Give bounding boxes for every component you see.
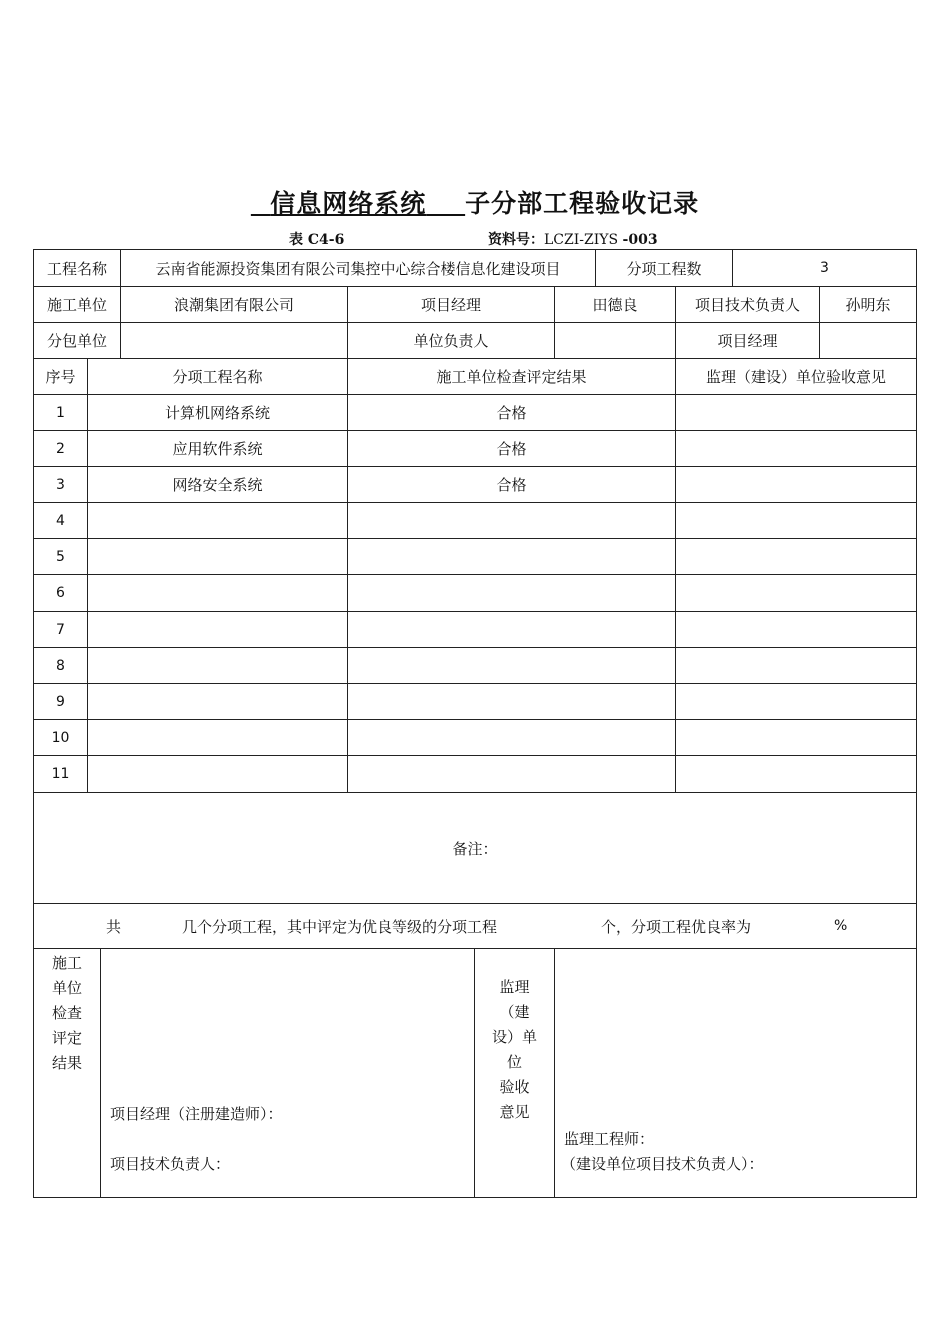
summary-part4: % [834, 918, 848, 934]
row-seq: 10 [33, 719, 88, 756]
remarks-box [33, 792, 917, 904]
row-seq: 8 [33, 647, 88, 684]
pm-signature-label: 项目经理（注册建造师）： [110, 1105, 283, 1123]
row-opinion [675, 611, 917, 648]
row-opinion [675, 719, 917, 756]
project-manager-label: 项目经理 [347, 286, 555, 323]
row-name [87, 683, 348, 720]
page-title [0, 184, 950, 220]
row-opinion [675, 647, 917, 684]
row-opinion [675, 394, 917, 431]
row-opinion [675, 430, 917, 467]
contractor-label: 施工单位 [33, 286, 121, 323]
row-seq: 9 [33, 683, 88, 720]
tech-lead-value: 孙明东 [819, 286, 917, 323]
unit-head-label: 单位负责人 [347, 322, 555, 359]
header-seq: 序号 [33, 358, 88, 395]
row-name: 网络安全系统 [87, 466, 348, 503]
project-name-label: 工程名称 [33, 249, 121, 287]
project-manager-value: 田德良 [554, 286, 676, 323]
row-name [87, 538, 348, 575]
item-count-label: 分项工程数 [595, 249, 733, 287]
remarks-label: 备注： [452, 839, 498, 858]
header-name: 分项工程名称 [87, 358, 348, 395]
row-result [347, 538, 676, 575]
row-name: 应用软件系统 [87, 430, 348, 467]
row-seq: 11 [33, 755, 88, 793]
row-name [87, 719, 348, 756]
summary-part1: 共 [106, 917, 122, 936]
sub-pm-label: 项目经理 [675, 322, 820, 359]
row-name [87, 647, 348, 684]
row-result [347, 502, 676, 539]
contractor-value: 浪潮集团有限公司 [120, 286, 348, 323]
summary-part2: 几个分项工程，其中评定为优良等级的分项工程 [182, 917, 498, 936]
summary-part3: 个，分项工程优良率为 [601, 917, 752, 936]
row-name [87, 755, 348, 793]
supervisor-opinion-label: 监理 （建 设）单 位 验收 意见 [474, 948, 555, 1198]
row-seq: 4 [33, 502, 88, 539]
row-result [347, 719, 676, 756]
row-result: 合格 [347, 466, 676, 503]
form-number: 表 C4-6 [289, 232, 345, 248]
row-name [87, 502, 348, 539]
row-seq: 5 [33, 538, 88, 575]
engineer-signature-label: 监理工程师： [564, 1130, 655, 1148]
row-result [347, 683, 676, 720]
row-seq: 1 [33, 394, 88, 431]
item-count-value: 3 [732, 249, 917, 287]
row-name [87, 574, 348, 612]
project-name-value: 云南省能源投资集团有限公司集控中心综合楼信息化建设项目 [120, 249, 596, 287]
title-suffix: 子分部工程验收记录 [465, 189, 700, 218]
row-opinion [675, 466, 917, 503]
subcontractor-label: 分包单位 [33, 322, 121, 359]
row-opinion [675, 502, 917, 539]
title-underlined: 信息网络系统 [270, 189, 427, 218]
tech-lead-label: 项目技术负责人 [675, 286, 820, 323]
row-result [347, 647, 676, 684]
row-result [347, 611, 676, 648]
supervisor-signature-area [554, 948, 917, 1198]
row-result: 合格 [347, 394, 676, 431]
row-seq: 7 [33, 611, 88, 648]
row-opinion [675, 538, 917, 575]
row-seq: 2 [33, 430, 88, 467]
owner-signature-label: （建设单位项目技术负责人）： [561, 1155, 764, 1173]
contractor-signature-area [100, 948, 475, 1198]
row-opinion [675, 574, 917, 612]
subcontractor-value [120, 322, 348, 359]
summary-row [33, 903, 917, 949]
row-opinion [675, 683, 917, 720]
row-result [347, 574, 676, 612]
row-seq: 3 [33, 466, 88, 503]
row-seq: 6 [33, 574, 88, 612]
row-name [87, 611, 348, 648]
row-opinion [675, 755, 917, 793]
document-number: 资料号：LCZI-ZIYS -003 [488, 232, 658, 248]
header-opinion: 监理（建设）单位验收意见 [675, 358, 917, 395]
header-result: 施工单位检查评定结果 [347, 358, 676, 395]
tech-signature-label: 项目技术负责人： [110, 1155, 231, 1173]
row-name: 计算机网络系统 [87, 394, 348, 431]
contractor-result-label: 施工 单位 检查 评定 结果 [33, 948, 101, 1198]
row-result: 合格 [347, 430, 676, 467]
unit-head-value [554, 322, 676, 359]
row-result [347, 755, 676, 793]
sub-pm-value [819, 322, 917, 359]
